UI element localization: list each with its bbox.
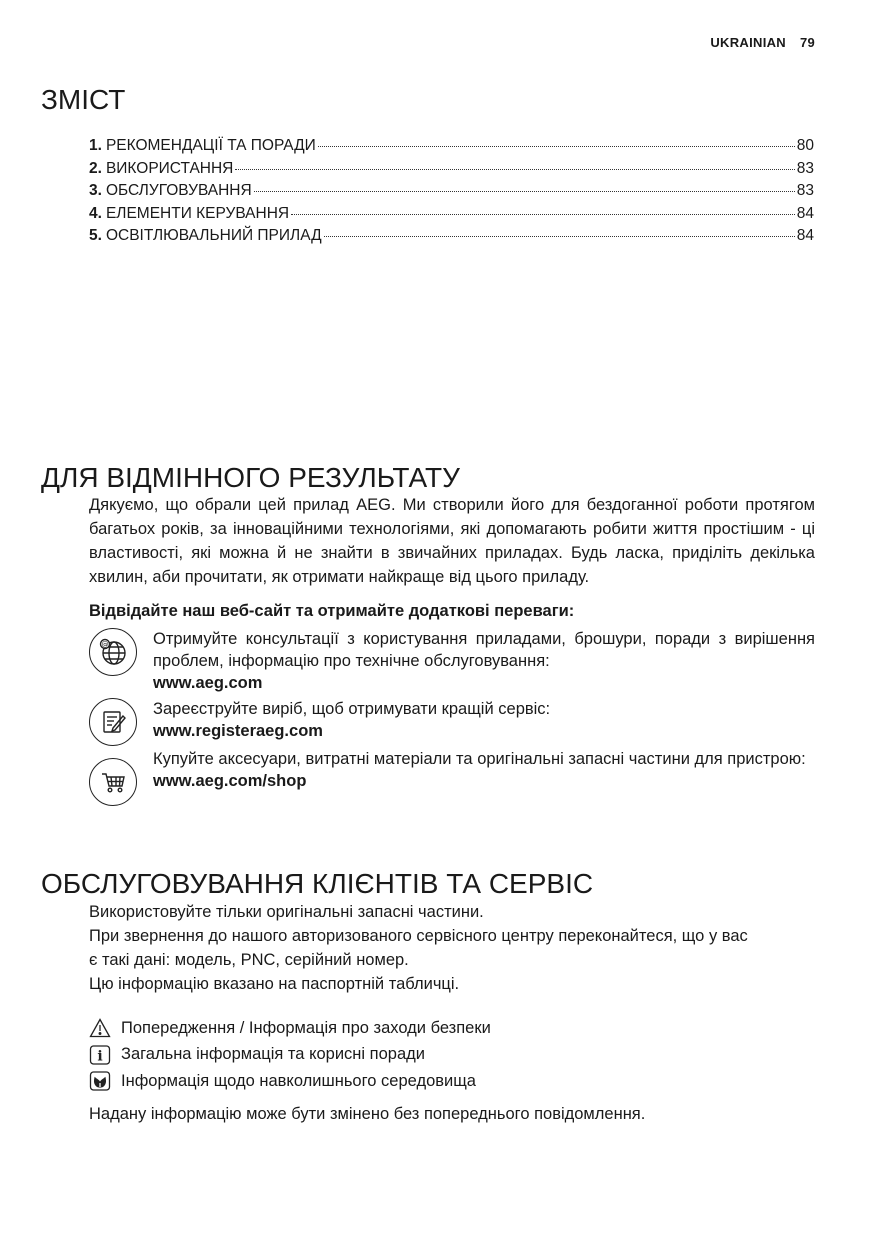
toc-item-number: 2. [89, 159, 102, 177]
service-paragraph [89, 900, 819, 996]
web-item-shop [89, 748, 815, 806]
toc-item-page: 84 [796, 227, 814, 244]
shop-website-link[interactable]: www.aeg.com/shop [153, 772, 307, 790]
toc-item-5[interactable] [89, 227, 814, 250]
toc-item-number: 4. [89, 204, 102, 222]
aeg-website-link[interactable]: www.aeg.com [153, 674, 263, 692]
service-line: Використовуйте тільки оригінальні запасні частини. [89, 903, 484, 921]
web-item-text: Купуйте аксесуари, витратні матеріали та оригінальні запасні частини для пристрою: [153, 750, 806, 768]
page-header [710, 35, 815, 50]
toc-item-label: ОБСЛУГОВУВАННЯ [105, 182, 252, 199]
toc-item-2[interactable] [89, 160, 814, 183]
cart-icon [89, 758, 137, 806]
visit-website-heading: Відвідайте наш веб-сайт та отримайте додаткові переваги: [89, 602, 575, 620]
web-item-consultation [89, 628, 815, 694]
toc-item-number: 3. [89, 182, 102, 199]
svg-text:i: i [97, 1048, 103, 1065]
table-of-contents [89, 137, 814, 250]
globe-icon [89, 628, 137, 676]
legend-label: Попередження / Інформація про заходи безпеки [121, 1018, 491, 1037]
legend-item-environment [89, 1068, 491, 1095]
service-section-title: ОБСЛУГОВУВАННЯ КЛІЄНТІВ ТА СЕРВІС [41, 868, 594, 899]
toc-item-number: 5. [89, 227, 102, 244]
header-language: UKRAINIAN [710, 35, 787, 50]
toc-leader-dots [254, 191, 795, 192]
toc-title: ЗМІСТ [41, 84, 126, 115]
toc-item-label: ЕЛЕМЕНТИ КЕРУВАННЯ [105, 204, 290, 222]
legend-label: Загальна інформація та корисні поради [121, 1045, 425, 1064]
legend-item-warning [89, 1015, 491, 1042]
toc-leader-dots [324, 236, 795, 237]
toc-leader-dots [318, 146, 795, 147]
result-section-title: ДЛЯ ВІДМІННОГО РЕЗУЛЬТАТУ [41, 462, 460, 493]
intro-paragraph: Дякуємо, що обрали цей прилад AEG. Ми створили його для бездоганної роботи протягом багатьох років, за інноваційними технологіями, які допомагають робити життя простішим - ці властивості, які можна й не знайти в звичайних приладах. Будь ласка, приділіть декілька хвилин, аби прочитати, як отримати найкраще від цього приладу. [89, 496, 815, 586]
change-notice: Надану інформацію може бути змінено без попереднього повідомлення. [89, 1105, 646, 1123]
toc-leader-dots [235, 169, 794, 170]
service-line: При звернення до нашого авторизованого сервісного центру переконайтеся, що у вас [89, 927, 748, 945]
toc-item-1[interactable] [89, 137, 814, 160]
service-line: Цю інформацію вказано на паспортній табличці. [89, 975, 460, 993]
toc-item-label: РЕКОМЕНДАЦІЇ ТА ПОРАДИ [105, 137, 316, 154]
register-website-link[interactable]: www.registeraeg.com [153, 722, 323, 740]
toc-item-label: ВИКОРИСТАННЯ [105, 159, 234, 177]
environment-icon [89, 1071, 111, 1091]
toc-item-page: 83 [796, 159, 814, 177]
toc-leader-dots [291, 214, 795, 215]
web-item-text: Зареєструйте виріб, щоб отримувати кращій сервіс: [153, 700, 551, 718]
legend-label: Інформація щодо навколишнього середовища [121, 1071, 476, 1090]
register-icon [89, 698, 137, 746]
toc-item-number: 1. [89, 137, 102, 154]
symbol-legend [89, 1015, 491, 1095]
warning-icon [89, 1018, 111, 1038]
toc-item-label: ОСВІТЛЮВАЛЬНИЙ ПРИЛАД [105, 227, 322, 244]
service-line: є такі дані: модель, PNC, серійний номер. [89, 951, 409, 969]
legend-item-info [89, 1042, 491, 1069]
toc-item-4[interactable] [89, 205, 814, 228]
toc-item-page: 84 [796, 204, 814, 222]
info-icon [89, 1045, 111, 1065]
toc-item-page: 83 [796, 182, 814, 199]
svg-text:@: @ [101, 640, 109, 649]
page-number: 79 [799, 35, 815, 50]
web-item-text: Отримуйте консультації з користування приладами, брошури, поради з вирішення проблем, інформацію про технічне обслуговування: [153, 630, 815, 670]
web-item-register [89, 698, 815, 746]
toc-item-3[interactable] [89, 182, 814, 205]
toc-item-page: 80 [796, 137, 814, 154]
